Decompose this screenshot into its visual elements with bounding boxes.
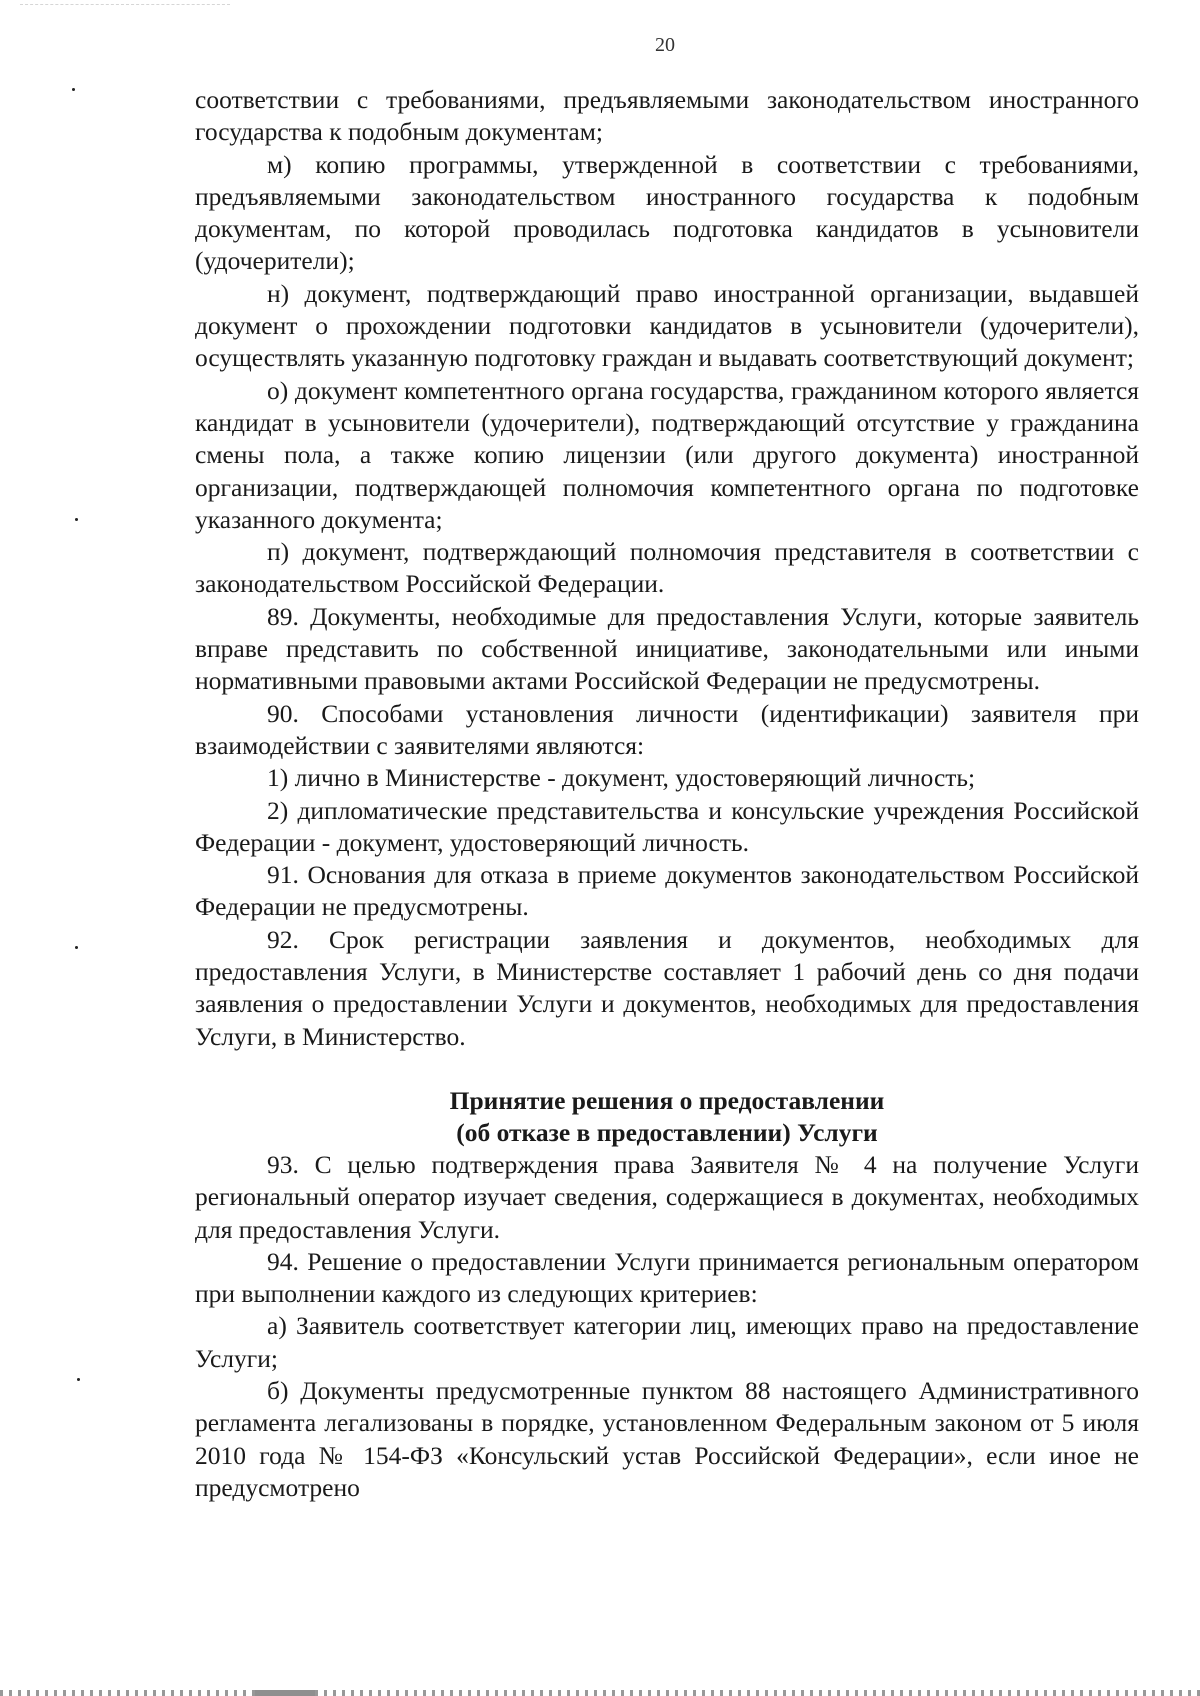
paragraph-continuation: соответствии с требованиями, предъявляемыми законодательством иностранного государства к подобным документам; (195, 85, 1139, 147)
scan-artifact-bar (255, 1690, 315, 1696)
scan-speck (72, 88, 75, 91)
scan-speck (77, 1378, 80, 1381)
clause-94-item-a: а) Заявитель соответствует категории лиц, имеющих право на предоставление Услуги; (195, 1311, 1139, 1373)
scan-artifact-bottom (0, 1690, 1200, 1696)
clause-91: 91. Основания для отказа в приеме документов законодательством Российской Федерации не предусмотрены. (195, 860, 1139, 922)
clause-92: 92. Срок регистрации заявления и документов, необходимых для предоставления Услуги, в Министерстве составляет 1 рабочий день со дня подачи заявления о предоставлении Услуги и документов, необходимых для предоставления Услуги, в Министерство. (195, 924, 1139, 1051)
list-item-o: о) документ компетентного органа государства, гражданином которого является кандидат в усыновители (удочерители), подтверждающий отсутствие у гражданина смены пола, а также копию лицензии (или другого документа) иностранной организации, подтверждающей полномочия компетентного органа по подготовке указанного документа; (195, 375, 1139, 534)
clause-90-item-1: 1) лично в Министерстве - документ, удостоверяющий личность; (267, 763, 976, 793)
clause-93: 93. С целью подтверждения права Заявителя № 4 на получение Услуги региональный оператор изучает сведения, содержащиеся в документах, необходимых для предоставления Услуги. (195, 1149, 1139, 1244)
clause-90: 90. Способами установления личности (идентификации) заявителя при взаимодействии с заявителями являются: (195, 698, 1139, 760)
list-item-p: п) документ, подтверждающий полномочия представителя в соответствии с законодательством Российской Федерации. (195, 537, 1139, 599)
section-heading-line-1: Принятие решения о предоставлении (449, 1085, 885, 1115)
scan-speck (75, 946, 78, 949)
scan-speck (75, 518, 78, 521)
document-body (195, 84, 1139, 1504)
list-item-m: м) копию программы, утвержденной в соответствии с требованиями, предъявляемыми законодательством иностранного государства к подобным документам, по которой проводилась подготовка кандидатов в усыновители (удочерители); (195, 149, 1139, 276)
clause-94-item-b: б) Документы предусмотренные пунктом 88 настоящего Административного регламента легализованы в порядке, установленном Федеральным законом от 5 июля 2010 года № 154-ФЗ «Консульский устав Российской Федерации», если иное не предусмотрено (195, 1375, 1139, 1502)
list-item-n: н) документ, подтверждающий право иностранной организации, выдавшей документ о прохождении подготовки кандидатов в усыновители (удочерители), осуществлять указанную подготовку граждан и выдавать соответствующий документ; (195, 278, 1139, 373)
clause-89: 89. Документы, необходимые для предоставления Услуги, которые заявитель вправе представить по собственной инициативе, законодательными или иными нормативными правовыми актами Российской Федерации не предусмотрены. (195, 601, 1139, 696)
page-number: 20 (655, 34, 675, 56)
clause-94: 94. Решение о предоставлении Услуги принимается региональным оператором при выполнении каждого из следующих критериев: (195, 1246, 1139, 1309)
section-heading-line-2: (об отказе в предоставлении) Услуги (456, 1117, 878, 1147)
section-heading (195, 1085, 1139, 1149)
clause-90-item-2: 2) дипломатические представительства и консульские учреждения Российской Федерации - документ, удостоверяющий личность. (195, 795, 1139, 857)
scan-artifact-top (20, 4, 230, 11)
